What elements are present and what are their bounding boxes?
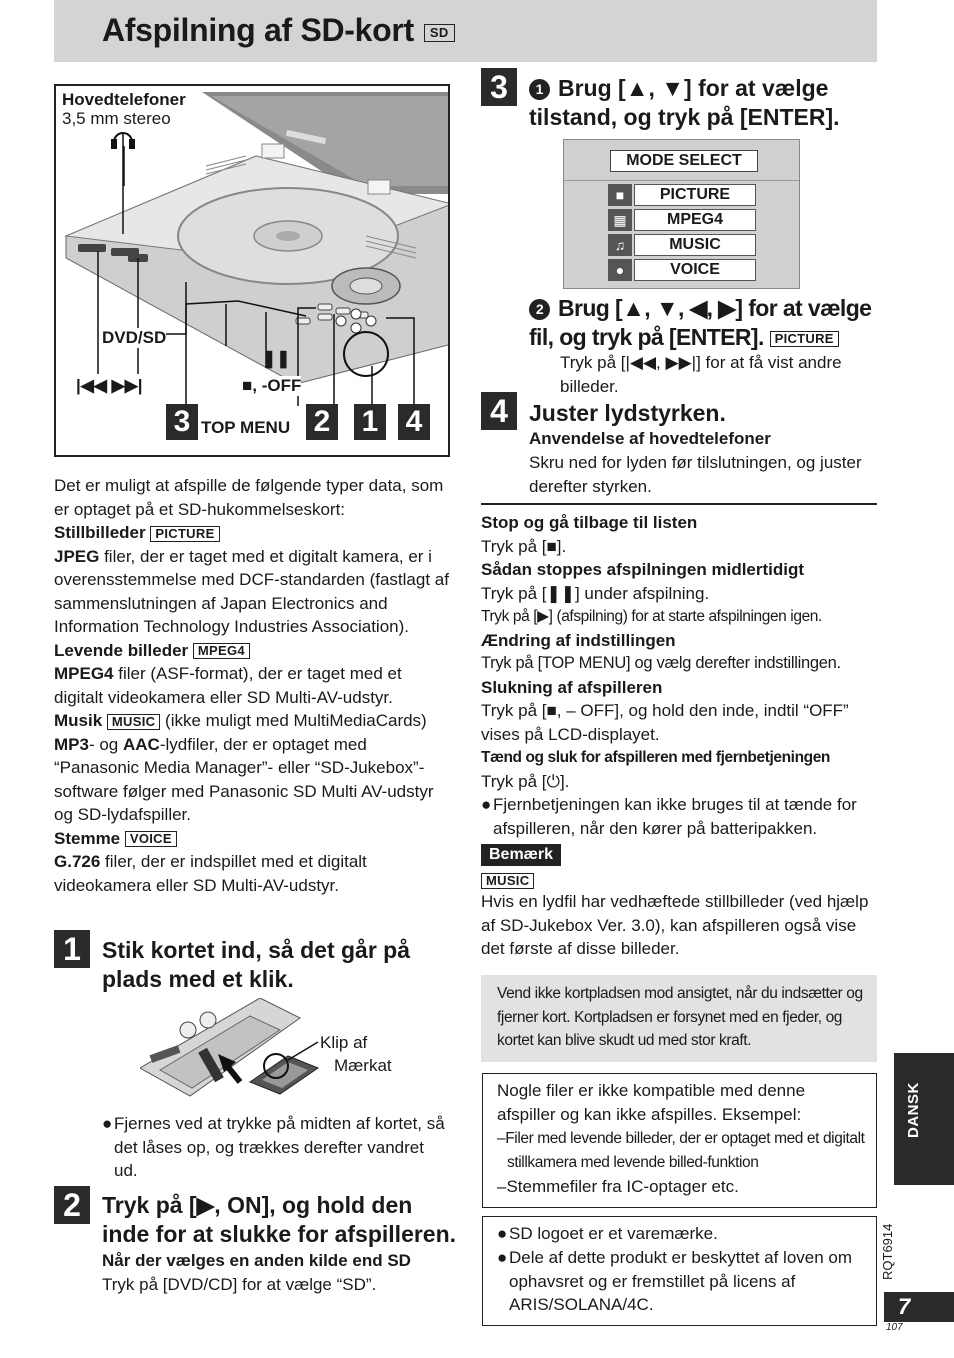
step-2-badge: 2 xyxy=(54,1186,90,1224)
sub-step-1-icon: 1 xyxy=(529,79,550,100)
picture-tag-step3: PICTURE xyxy=(770,331,839,347)
pause-text: Tryk på [❚❚] under afspilning. xyxy=(481,583,710,603)
card-insert-illustration xyxy=(140,998,330,1098)
step-4-sub-heading: Anvendelse af hovedtelefoner xyxy=(529,429,771,448)
microphone-icon: ● xyxy=(608,259,632,281)
headphones-sub-label: 3,5 mm stereo xyxy=(62,109,171,128)
music-note-icon: ♫ xyxy=(608,234,632,256)
pause-text-2: Tryk på [▶] (afspilning) for at starte afspilningen igen. xyxy=(481,608,822,625)
compat-text: Nogle filer er ikke kompatible med denne afspiller og kan ikke afspilles. Eksempel: xyxy=(497,1081,806,1124)
page-number: 7 xyxy=(884,1292,954,1322)
doc-code: RQT6914 xyxy=(880,1223,895,1280)
change-text: Tryk på [TOP MENU] og vælg derefter indstillingen. xyxy=(481,654,841,672)
step-3-sub2-title: 2 Brug [▲, ▼, ◀, ▶] for at vælge fil, og tryk på [ENTER]. PICTURE xyxy=(529,295,872,350)
note-label: Bemærk xyxy=(481,844,561,866)
still-heading: Stillbilleder xyxy=(54,523,146,542)
remote-heading: Tænd og sluk for afspilleren med fjernbetjeningen xyxy=(481,749,831,766)
dvd-sd-label: DVD/SD xyxy=(102,328,167,347)
pause-heading: Sådan stoppes afspilningen midlertidigt xyxy=(481,560,805,579)
mpeg4-tag: MPEG4 xyxy=(193,643,250,659)
step-2-sub-heading: Når der vælges en anden kilde end SD xyxy=(102,1251,411,1270)
music-tag-note: MUSIC xyxy=(481,873,534,889)
voice-heading: Stemme xyxy=(54,828,121,848)
step-2-sub-text: Tryk på [DVD/CD] for at vælge “SD”. xyxy=(102,1275,377,1294)
music-tag: MUSIC xyxy=(107,714,160,730)
film-icon: ▦ xyxy=(608,209,632,231)
step-3-sub2-text: Tryk på [|◀◀, ▶▶|] for at få vist andre billeder. xyxy=(560,353,842,396)
video-heading: Levende billeder xyxy=(54,640,189,660)
player-drawing xyxy=(56,86,450,457)
still-text: JPEG filer, der er taget med et digitalt kamera, er i overensstemmelse med DCF-standarden (fastlagt af sammenslutningen af Japan Electronics and Information Technology Industries Association). xyxy=(54,546,449,636)
step-3-badge: 3 xyxy=(481,68,517,106)
caution-text: Vend ikke kortpladsen mod ansigtet, når du indsætter og fjerner kort. Kortpladsen er forsynet med en fjeder, og kortet kan blive skudt ud med stor kraft. xyxy=(497,985,863,1049)
skip-label: |◀◀ ▶▶| xyxy=(76,376,143,395)
change-heading: Ændring af indstillingen xyxy=(481,630,676,650)
remote-text: Tryk på [⏻]. xyxy=(481,771,570,791)
page-title: Afspilning af SD-kort SD xyxy=(102,10,455,50)
music-heading-line: Musik MUSIC (ikke muligt med MultiMediaCards) xyxy=(54,711,427,730)
figure-badge-1: 1 xyxy=(354,404,386,440)
mark-label: Mærkat xyxy=(334,1056,392,1075)
sd-tag: SD xyxy=(424,24,455,42)
step-4-title: Juster lydstyrken. xyxy=(529,400,726,426)
music-text: MP3- og AAC-lydfiler, der er optaget med “Panasonic Media Manager”- eller “SD-Jukebox”-software følger med Panasonic SD Multi AV-udstyr og SD-lydafspiller. xyxy=(54,734,434,824)
note-text: Hvis en lydfil har vedhæftede stillbilleder (ved hjælp af SD-Jukebox Ver. 3.0), kan afspilleren også vise det første af disse billeder. xyxy=(481,892,869,958)
mode-select-header: MODE SELECT xyxy=(610,150,758,172)
mode-divider xyxy=(564,180,799,181)
clip-label: Klip af xyxy=(320,1033,368,1052)
voice-heading-line xyxy=(54,827,454,851)
mode-select-screen xyxy=(563,139,800,289)
intro-text: Det er muligt at afspille de følgende typer data, som er optaget på et SD-hukommelseskort: xyxy=(54,476,444,519)
mode-row-picture[interactable]: ■ PICTURE xyxy=(608,184,756,206)
step-1-bullet: ● Fjernes ved at trykke på midten af kortet, så det låses op, og trækkes derefter vandret ud. xyxy=(102,1114,445,1180)
trademark-bullet-2: ● Dele af dette produkt er beskyttet af loven om ophavsret og er fremstillet på licens af ARIS/SOLANA/4C. xyxy=(497,1248,853,1314)
voice-text: G.726 filer, der er indspillet med et digitalt videokamera eller SD Multi-AV-udstyr. xyxy=(54,852,367,895)
step-1-title: Stik kortet ind, så det går på plads med et klik. xyxy=(102,937,411,992)
pause-label: ❚❚ xyxy=(262,349,291,368)
player-illustration xyxy=(54,84,450,457)
mode-row-music[interactable]: ♫ MUSIC xyxy=(608,234,756,256)
compat-item-2: –Stemmefiler fra IC-optager etc. xyxy=(497,1177,739,1196)
stop-heading: Stop og gå tilbage til listen xyxy=(481,513,698,532)
off-heading: Slukning af afspilleren xyxy=(481,677,663,697)
still-heading-line xyxy=(54,521,454,545)
compat-item-1: –Filer med levende billeder, der er optaget med et digitalt stillkamera med levende billed-funktion xyxy=(497,1130,865,1171)
language-label: DANSK xyxy=(905,1082,922,1138)
top-menu-label: TOP MENU xyxy=(201,418,291,437)
step-2-title: Tryk på [▶, ON], og hold den inde for at slukke for afspilleren. xyxy=(102,1192,457,1247)
intro-paragraph xyxy=(54,474,454,897)
remote-bullet: ● Fjernbetjeningen kan ikke bruges til at tænde for afspilleren, når den kører på batteripakken. xyxy=(481,795,857,838)
stop-text: Tryk på [■]. xyxy=(481,536,567,556)
trademark-bullet-1: ● SD logoet er et varemærke. xyxy=(497,1224,718,1243)
step-1-badge: 1 xyxy=(54,930,90,968)
step-4-badge: 4 xyxy=(481,392,517,430)
video-heading-line xyxy=(54,639,454,663)
headphones-label: Hovedtelefoner xyxy=(62,90,190,110)
voice-tag: VOICE xyxy=(125,831,177,847)
step-3-sub1-title: 1 Brug [▲, ▼] for at vælge tilstand, og tryk på [ENTER]. xyxy=(529,75,840,130)
operations-section xyxy=(481,511,881,961)
mode-row-mpeg4[interactable]: ▦ MPEG4 xyxy=(608,209,756,231)
small-page-number: 107 xyxy=(886,1322,903,1333)
figure-badge-4: 4 xyxy=(398,404,430,440)
mode-row-voice[interactable]: ● VOICE xyxy=(608,259,756,281)
figure-badge-2: 2 xyxy=(306,404,338,440)
off-text: Tryk på [■, – OFF], og hold den inde, indtil “OFF” vises på LCD-displayet. xyxy=(481,701,849,744)
picture-tag: PICTURE xyxy=(150,526,219,542)
stop-off-label: ■, -OFF xyxy=(242,376,302,395)
video-text: MPEG4 filer (ASF-format), der er taget med et digitalt videokamera eller SD Multi-AV-udstyr. xyxy=(54,664,402,707)
section-divider xyxy=(481,503,877,505)
camera-icon: ■ xyxy=(608,184,632,206)
music-heading: Musik xyxy=(54,711,103,730)
figure-badge-3: 3 xyxy=(166,404,198,440)
sub-step-2-icon: 2 xyxy=(529,299,550,320)
language-tab xyxy=(894,1053,954,1185)
step-4-sub-text: Skru ned for lyden før tilslutningen, og juster derefter styrken. xyxy=(529,453,862,496)
